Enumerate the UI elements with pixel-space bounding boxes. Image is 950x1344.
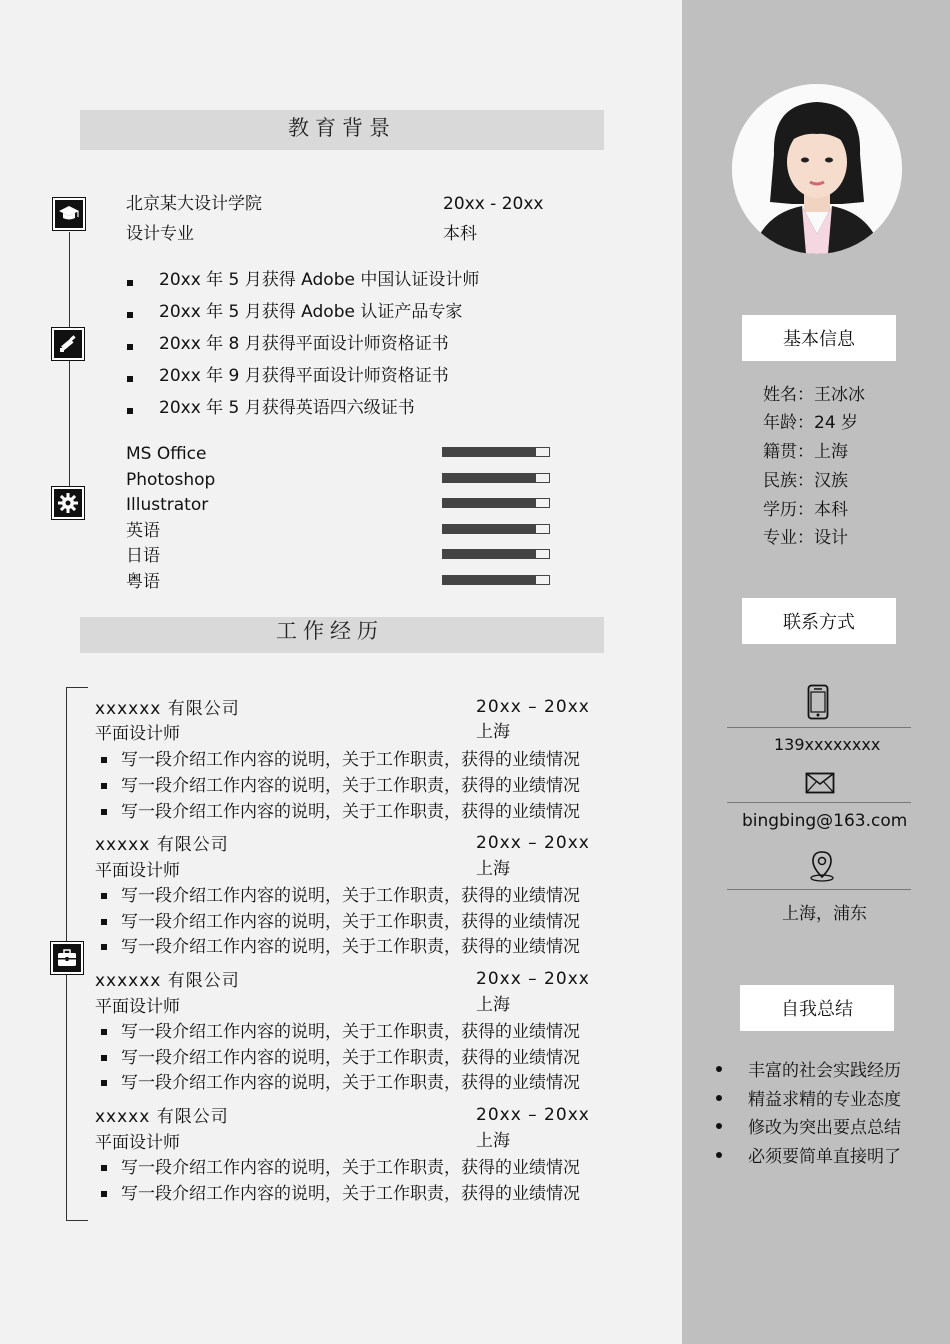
location-pin-icon bbox=[808, 850, 836, 886]
skill-name: 日语 bbox=[126, 546, 160, 567]
list-item bbox=[120, 268, 580, 292]
skill-name: MS Office bbox=[126, 444, 207, 464]
job-duty: 写一段介绍工作内容的说明，关于工作职责，获得的业绩情况 bbox=[121, 776, 580, 796]
job-duty: 写一段介绍工作内容的说明，关于工作职责，获得的业绩情况 bbox=[121, 886, 580, 906]
bullet bbox=[127, 344, 133, 350]
award-icon-box bbox=[51, 327, 85, 361]
skill-row bbox=[126, 443, 556, 467]
basic-info-education: 学历：本科 bbox=[763, 500, 848, 520]
certificate-text: 20xx 年 9 月获得平面设计师资格证书 bbox=[159, 366, 449, 386]
bullet bbox=[127, 312, 133, 318]
company-name: xxxxxx 有限公司 bbox=[95, 971, 240, 991]
bullet bbox=[101, 893, 107, 899]
bullet bbox=[101, 1191, 107, 1197]
job-entry bbox=[95, 833, 595, 963]
basic-info-age: 年龄：24 岁 bbox=[763, 413, 859, 433]
job-position: 平面设计师 bbox=[95, 1133, 180, 1153]
gear-icon bbox=[54, 489, 82, 517]
bullet bbox=[101, 1029, 107, 1035]
certificate-text: 20xx 年 5 月获得 Adobe 认证产品专家 bbox=[159, 302, 463, 322]
company-name: xxxxx 有限公司 bbox=[95, 835, 229, 855]
basic-info-hometown: 籍贯：上海 bbox=[763, 442, 848, 462]
bullet bbox=[127, 280, 133, 286]
list-item bbox=[712, 1113, 942, 1137]
job-duty: 写一段介绍工作内容的说明，关于工作职责，获得的业绩情况 bbox=[121, 1022, 580, 1042]
mail-icon bbox=[805, 772, 835, 798]
list-item bbox=[712, 1142, 942, 1166]
school-name: 北京某大设计学院 bbox=[126, 194, 262, 214]
bullet bbox=[101, 1055, 107, 1061]
job-position: 平面设计师 bbox=[95, 724, 180, 744]
bullet bbox=[716, 1095, 722, 1101]
job-dates: 20xx – 20xx bbox=[476, 697, 590, 717]
bullet bbox=[101, 919, 107, 925]
skill-level-fill bbox=[442, 525, 536, 533]
job-duty: 写一段介绍工作内容的说明，关于工作职责，获得的业绩情况 bbox=[121, 1073, 580, 1093]
bullet bbox=[127, 408, 133, 414]
education-section-header bbox=[80, 110, 604, 150]
award-icon bbox=[54, 330, 82, 358]
skill-row bbox=[126, 494, 556, 518]
bullet bbox=[101, 757, 107, 763]
job-dates: 20xx – 20xx bbox=[476, 833, 590, 853]
bullet bbox=[101, 809, 107, 815]
skill-level-fill bbox=[442, 550, 536, 558]
portrait-illustration bbox=[732, 84, 902, 254]
divider bbox=[727, 889, 911, 890]
job-duty: 写一段介绍工作内容的说明，关于工作职责，获得的业绩情况 bbox=[121, 912, 580, 932]
graduation-cap-icon-box bbox=[52, 197, 86, 231]
job-duty: 写一段介绍工作内容的说明，关于工作职责，获得的业绩情况 bbox=[121, 1184, 580, 1204]
job-entry bbox=[95, 969, 595, 1099]
briefcase-icon bbox=[53, 944, 81, 972]
education-years: 20xx - 20xx bbox=[443, 194, 544, 214]
bullet bbox=[101, 1080, 107, 1086]
bullet bbox=[101, 944, 107, 950]
job-entry bbox=[95, 697, 595, 827]
summary-header: 自我总结 bbox=[740, 985, 894, 1031]
bullet bbox=[716, 1123, 722, 1129]
list-item bbox=[120, 364, 580, 388]
skill-name: Photoshop bbox=[126, 469, 216, 490]
skill-level-fill bbox=[442, 448, 536, 456]
skill-name: 粤语 bbox=[126, 572, 160, 592]
job-duty: 写一段介绍工作内容的说明，关于工作职责，获得的业绩情况 bbox=[121, 750, 580, 770]
address: 上海，浦东 bbox=[782, 904, 867, 924]
job-entry bbox=[95, 1105, 595, 1210]
list-item bbox=[120, 332, 580, 356]
summary-text: 精益求精的专业态度 bbox=[748, 1090, 901, 1110]
skill-level-bar bbox=[442, 447, 550, 457]
skill-level-bar bbox=[442, 524, 550, 534]
avatar bbox=[732, 84, 902, 254]
basic-info-name: 姓名：王冰冰 bbox=[763, 385, 865, 405]
summary-text: 必须要简单直接明了 bbox=[748, 1147, 901, 1167]
job-location: 上海 bbox=[476, 1131, 510, 1151]
skill-row bbox=[126, 571, 556, 595]
bullet bbox=[716, 1066, 722, 1072]
list-item bbox=[120, 396, 580, 420]
skill-name: 英语 bbox=[126, 520, 160, 541]
job-dates: 20xx – 20xx bbox=[476, 1105, 590, 1125]
skill-level-fill bbox=[442, 499, 536, 507]
certificate-text: 20xx 年 5 月获得 Adobe 中国认证设计师 bbox=[159, 270, 480, 290]
list-item bbox=[712, 1056, 942, 1080]
list-item bbox=[712, 1085, 942, 1109]
summary-text: 丰富的社会实践经历 bbox=[748, 1061, 901, 1081]
job-location: 上海 bbox=[476, 995, 510, 1015]
job-location: 上海 bbox=[476, 859, 510, 879]
basic-info-ethnicity: 民族：汉族 bbox=[763, 471, 848, 491]
company-name: xxxxx 有限公司 bbox=[95, 1107, 229, 1127]
divider bbox=[727, 727, 911, 728]
education-title: 教育背景 bbox=[288, 116, 396, 140]
basic-info-major: 专业：设计 bbox=[763, 528, 848, 548]
graduation-cap-icon bbox=[55, 200, 83, 228]
certificate-list bbox=[120, 268, 580, 428]
job-duty: 写一段介绍工作内容的说明，关于工作职责，获得的业绩情况 bbox=[121, 802, 580, 822]
summary-text: 修改为突出要点总结 bbox=[748, 1118, 901, 1138]
work-section-header bbox=[80, 617, 604, 653]
skill-level-fill bbox=[442, 474, 536, 482]
certificate-text: 20xx 年 5 月获得英语四六级证书 bbox=[159, 398, 415, 418]
summary-list bbox=[712, 1056, 942, 1171]
bullet bbox=[101, 783, 107, 789]
phone-icon bbox=[807, 684, 829, 724]
skill-level-bar bbox=[442, 575, 550, 585]
skill-row bbox=[126, 545, 556, 569]
skill-level-bar bbox=[442, 473, 550, 483]
divider bbox=[727, 802, 911, 803]
degree: 本科 bbox=[443, 224, 477, 244]
skills-list bbox=[126, 443, 556, 595]
skill-level-fill bbox=[442, 576, 536, 584]
contact-header: 联系方式 bbox=[742, 598, 896, 644]
skill-name: Illustrator bbox=[126, 495, 209, 516]
skill-level-bar bbox=[442, 549, 550, 559]
work-title: 工作经历 bbox=[276, 619, 384, 643]
bullet bbox=[101, 1165, 107, 1171]
job-duty: 写一段介绍工作内容的说明，关于工作职责，获得的业绩情况 bbox=[121, 1158, 580, 1178]
skill-level-bar bbox=[442, 498, 550, 508]
briefcase-icon-box bbox=[50, 941, 84, 975]
job-position: 平面设计师 bbox=[95, 997, 180, 1017]
job-dates: 20xx – 20xx bbox=[476, 969, 590, 989]
gear-icon-box bbox=[51, 486, 85, 520]
list-item bbox=[120, 300, 580, 324]
certificate-text: 20xx 年 8 月获得平面设计师资格证书 bbox=[159, 334, 449, 354]
skill-row bbox=[126, 520, 556, 544]
major: 设计专业 bbox=[126, 224, 194, 244]
company-name: xxxxxx 有限公司 bbox=[95, 699, 240, 719]
skill-row bbox=[126, 469, 556, 493]
basic-info-header: 基本信息 bbox=[742, 315, 896, 361]
job-position: 平面设计师 bbox=[95, 861, 180, 881]
job-duty: 写一段介绍工作内容的说明，关于工作职责，获得的业绩情况 bbox=[121, 937, 580, 957]
job-duty: 写一段介绍工作内容的说明，关于工作职责，获得的业绩情况 bbox=[121, 1048, 580, 1068]
phone-number[interactable]: 139xxxxxxxx bbox=[774, 735, 881, 754]
bullet bbox=[716, 1152, 722, 1158]
email-address[interactable]: bingbing@163.com bbox=[742, 811, 908, 831]
job-location: 上海 bbox=[476, 722, 510, 742]
bullet bbox=[127, 376, 133, 382]
